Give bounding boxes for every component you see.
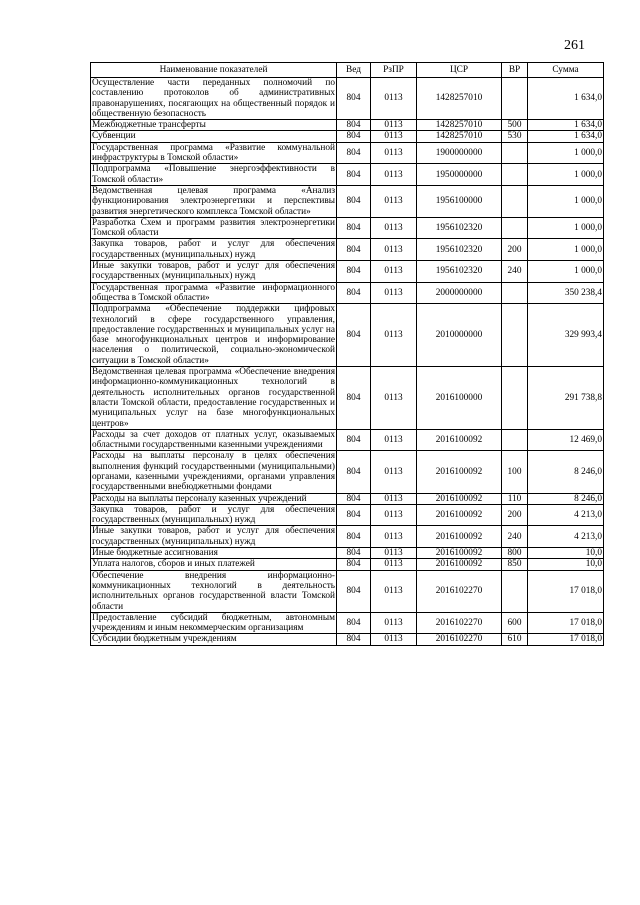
row-csr-cell: 1428257010: [417, 78, 502, 120]
row-ved-cell: 804: [337, 493, 371, 504]
row-name-cell: Подпрограмма «Повышение энергоэффективности в Томской области»: [92, 164, 335, 185]
row-vr-cell: 600: [502, 612, 528, 634]
row-ved-cell: 804: [337, 504, 371, 526]
row-csr-cell: 2016100092: [417, 548, 502, 559]
row-csr-cell: 1950000000: [417, 164, 502, 186]
row-ved-cell: 804: [337, 304, 371, 367]
row-name-cell: Субсидии бюджетным учреждениям: [91, 634, 337, 645]
row-vr-cell: 800: [502, 548, 528, 559]
row-sum-cell: 4 213,0: [528, 504, 604, 526]
row-name-cell: Субвенции: [91, 131, 337, 142]
budget-table: [90, 62, 604, 646]
row-rzpr-cell: 0113: [371, 634, 417, 645]
row-ved-cell: 804: [337, 282, 371, 304]
row-rzpr-cell: 0113: [371, 78, 417, 120]
row-ved-cell: 804: [337, 261, 371, 283]
row-ved-cell: 804: [337, 78, 371, 120]
row-sum-cell: 291 738,8: [528, 367, 604, 430]
row-rzpr-cell: 0113: [371, 612, 417, 634]
row-sum-cell: 1 000,0: [528, 164, 604, 186]
row-vr-cell: 850: [502, 559, 528, 570]
table-row: [91, 78, 604, 120]
row-vr-cell: 530: [502, 131, 528, 142]
row-vr-cell: 500: [502, 120, 528, 131]
row-name-cell: Государственная программа «Развитие коммунальной инфраструктуры в Томской области»: [92, 142, 335, 164]
row-rzpr-cell: 0113: [371, 304, 417, 367]
row-csr-cell: 2016102270: [417, 634, 502, 645]
row-name-cell: Ведомственная целевая программа «Обеспечение внедрения информационно-коммуникационных технологий в деятельность исполнительных органов государственной власти Томской области, предоставление государственных и муниципальных услуг на базе многофункциональных центров»: [92, 367, 335, 429]
row-csr-cell: 2016100092: [417, 504, 502, 526]
column-header-vr: ВР: [502, 63, 528, 78]
row-sum-cell: 1 634,0: [528, 120, 604, 131]
row-name-cell: Разработка Схем и программ развития электроэнергетики Томской области: [92, 217, 335, 239]
row-csr-cell: 2016100092: [417, 493, 502, 504]
row-name-cell: Закупка товаров, работ и услуг для обеспечения государственных (муниципальных) нужд: [92, 504, 335, 526]
row-rzpr-cell: 0113: [371, 120, 417, 131]
row-csr-cell: 1956102320: [417, 239, 502, 261]
table-body: [91, 78, 604, 646]
row-csr-cell: 2016102270: [417, 570, 502, 612]
row-sum-cell: 350 238,4: [528, 282, 604, 304]
row-sum-cell: 17 018,0: [528, 612, 604, 634]
row-csr-cell: 2000000000: [417, 282, 502, 304]
table-row: [91, 570, 604, 612]
row-rzpr-cell: 0113: [371, 548, 417, 559]
row-sum-cell: 8 246,0: [528, 493, 604, 504]
row-ved-cell: 804: [337, 429, 371, 451]
row-ved-cell: 804: [337, 634, 371, 645]
row-csr-cell: 1956100000: [417, 185, 502, 217]
row-vr-cell: 100: [502, 451, 528, 493]
row-name-cell: Подпрограмма «Обеспечение поддержки цифровых технологий в сфере государственного управления, предоставление государственных и муниципальных услуг на базе многофункциональных центров и информирование населения о политической, социально-экономической ситуации в Томской области»: [92, 304, 335, 366]
table-row: [91, 120, 604, 131]
row-ved-cell: 804: [337, 559, 371, 570]
table-row: [91, 261, 604, 283]
row-name-cell: Ведомственная целевая программа «Анализ функционирования электроэнергетики и перспективы развития энергетического комплекса Томской области»: [92, 185, 335, 217]
row-rzpr-cell: 0113: [371, 131, 417, 142]
row-sum-cell: 17 018,0: [528, 634, 604, 645]
row-name-cell: Государственная программа «Развитие информационного общества в Томской области»: [92, 282, 335, 303]
table-row: [91, 131, 604, 142]
row-sum-cell: 8 246,0: [528, 451, 604, 493]
table-row: [91, 493, 604, 504]
row-sum-cell: 10,0: [528, 559, 604, 570]
row-rzpr-cell: 0113: [371, 261, 417, 283]
table-row: [91, 185, 604, 217]
row-ved-cell: 804: [337, 239, 371, 261]
row-csr-cell: 2016100092: [417, 526, 502, 548]
row-vr-cell: [502, 570, 528, 612]
row-sum-cell: 1 000,0: [528, 185, 604, 217]
row-sum-cell: 4 213,0: [528, 526, 604, 548]
row-csr-cell: 1956102320: [417, 217, 502, 239]
row-rzpr-cell: 0113: [371, 239, 417, 261]
row-ved-cell: 804: [337, 120, 371, 131]
row-vr-cell: 200: [502, 239, 528, 261]
table-row: [91, 634, 604, 645]
table-row: [91, 429, 604, 451]
row-sum-cell: 1 000,0: [528, 217, 604, 239]
column-header-rzpr: РзПР: [371, 63, 417, 78]
row-csr-cell: 1956102320: [417, 261, 502, 283]
row-name-cell: Осуществление части переданных полномочий по составлению протоколов об административных правонарушениях, посягающих на общественный порядок и общественную безопасность: [92, 78, 335, 119]
row-ved-cell: 804: [337, 217, 371, 239]
row-vr-cell: 240: [502, 261, 528, 283]
row-name-cell: Расходы на выплаты персоналу в целях обеспечения выполнения функций государственными (муниципальными) органами, казенными учреждениями, органами управления государственными внебюджетными фондами: [92, 451, 335, 493]
row-name-cell: Иные закупки товаров, работ и услуг для обеспечения государственных (муниципальных) нужд: [92, 526, 335, 547]
row-sum-cell: 329 993,4: [528, 304, 604, 367]
row-rzpr-cell: 0113: [371, 559, 417, 570]
row-rzpr-cell: 0113: [371, 493, 417, 504]
row-sum-cell: 1 634,0: [528, 131, 604, 142]
row-name-cell: Иные бюджетные ассигнования: [91, 548, 337, 559]
row-ved-cell: 804: [337, 131, 371, 142]
row-name-cell: Иные закупки товаров, работ и услуг для обеспечения государственных (муниципальных) нужд: [92, 261, 335, 282]
column-header-csr: ЦСР: [417, 63, 502, 78]
row-rzpr-cell: 0113: [371, 282, 417, 304]
row-rzpr-cell: 0113: [371, 142, 417, 164]
column-header-ved: Вед: [337, 63, 371, 78]
row-csr-cell: 2016100092: [417, 429, 502, 451]
row-ved-cell: 804: [337, 142, 371, 164]
row-sum-cell: 10,0: [528, 548, 604, 559]
row-name-cell: Обеспечение внедрения информационно-коммуникационных технологий в деятельность исполнительных органов государственной власти Томской области: [92, 570, 335, 612]
row-vr-cell: [502, 217, 528, 239]
row-name-cell: Расходы на выплаты персоналу казенных учреждений: [91, 493, 337, 504]
row-rzpr-cell: 0113: [371, 570, 417, 612]
row-sum-cell: 12 469,0: [528, 429, 604, 451]
table-row: [91, 504, 604, 526]
row-csr-cell: 2010000000: [417, 304, 502, 367]
row-sum-cell: 1 000,0: [528, 261, 604, 283]
row-csr-cell: 1900000000: [417, 142, 502, 164]
row-ved-cell: 804: [337, 570, 371, 612]
table-row: [91, 548, 604, 559]
row-vr-cell: 200: [502, 504, 528, 526]
table-row: [91, 526, 604, 548]
row-vr-cell: [502, 367, 528, 430]
table-row: [91, 142, 604, 164]
row-ved-cell: 804: [337, 451, 371, 493]
row-name-cell: Межбюджетные трансферты: [91, 120, 337, 131]
row-vr-cell: [502, 164, 528, 186]
row-vr-cell: [502, 78, 528, 120]
row-vr-cell: [502, 429, 528, 451]
row-csr-cell: 1428257010: [417, 131, 502, 142]
row-ved-cell: 804: [337, 526, 371, 548]
row-csr-cell: 1428257010: [417, 120, 502, 131]
row-rzpr-cell: 0113: [371, 429, 417, 451]
row-ved-cell: 804: [337, 548, 371, 559]
row-ved-cell: 804: [337, 367, 371, 430]
table-row: [91, 282, 604, 304]
column-header-sum: Сумма: [528, 63, 604, 78]
row-rzpr-cell: 0113: [371, 504, 417, 526]
table-header-row: [91, 63, 604, 78]
row-sum-cell: 1 000,0: [528, 239, 604, 261]
row-sum-cell: 1 634,0: [528, 78, 604, 120]
table-row: [91, 304, 604, 367]
row-vr-cell: 610: [502, 634, 528, 645]
row-csr-cell: 2016100000: [417, 367, 502, 430]
table-row: [91, 559, 604, 570]
row-vr-cell: [502, 142, 528, 164]
row-sum-cell: 1 000,0: [528, 142, 604, 164]
row-vr-cell: [502, 282, 528, 304]
row-vr-cell: 240: [502, 526, 528, 548]
row-csr-cell: 2016100092: [417, 559, 502, 570]
row-rzpr-cell: 0113: [371, 185, 417, 217]
row-vr-cell: 110: [502, 493, 528, 504]
row-name-cell: Закупка товаров, работ и услуг для обеспечения государственных (муниципальных) нужд: [92, 239, 335, 260]
row-rzpr-cell: 0113: [371, 367, 417, 430]
row-name-cell: Предоставление субсидий бюджетным, автономным учреждениям и иным некоммерческим организациям: [92, 612, 335, 634]
table-row: [91, 164, 604, 186]
table-row: [91, 217, 604, 239]
row-rzpr-cell: 0113: [371, 451, 417, 493]
row-rzpr-cell: 0113: [371, 526, 417, 548]
row-csr-cell: 2016102270: [417, 612, 502, 634]
column-header-name: Наименование показателей: [91, 63, 337, 78]
table-row: [91, 239, 604, 261]
row-name-cell: Расходы за счет доходов от платных услуг, оказываемых областными государственными казенными учреждениями: [92, 429, 335, 451]
table-row: [91, 367, 604, 430]
row-ved-cell: 804: [337, 612, 371, 634]
row-vr-cell: [502, 304, 528, 367]
row-csr-cell: 2016100092: [417, 451, 502, 493]
row-ved-cell: 804: [337, 164, 371, 186]
row-ved-cell: 804: [337, 185, 371, 217]
row-sum-cell: 17 018,0: [528, 570, 604, 612]
row-vr-cell: [502, 185, 528, 217]
table-row: [91, 612, 604, 634]
row-rzpr-cell: 0113: [371, 164, 417, 186]
row-rzpr-cell: 0113: [371, 217, 417, 239]
row-name-cell: Уплата налогов, сборов и иных платежей: [91, 559, 337, 570]
page-number: 261: [564, 38, 585, 53]
table-row: [91, 451, 604, 493]
